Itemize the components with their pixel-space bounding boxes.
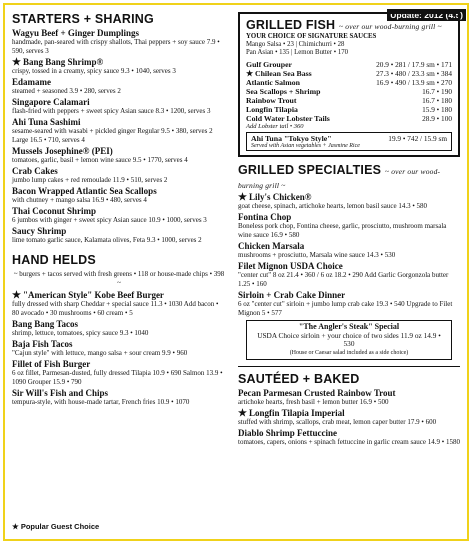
menu-item [238, 409, 460, 427]
menu-item-name [12, 389, 226, 398]
menu-item-title: Fillet of Fish Burger [12, 359, 91, 369]
menu-item-desc: "center cut" 8 oz 21.4 • 360 / 6 oz 18.2 • 290 Add Garlic Gorgonzola butter 1.25 • 160 [238, 271, 449, 288]
star-icon: ★ [12, 290, 21, 301]
menu-item-desc: tomatoes, garlic, basil + lemon wine sauce 9.5 • 1770, serves 4 [12, 156, 188, 164]
menu-item-name [12, 98, 226, 107]
tuna-price: 19.9 • 742 / 15.9 sm [388, 134, 447, 143]
menu-item-title: Ahi Tuna Sashimi [12, 117, 81, 127]
fish-row [246, 105, 452, 114]
menu-item-desc: with chutney + mango salsa 16.9 • 480, serves 4 [12, 196, 147, 204]
specialties-list [238, 193, 460, 318]
fish-price: 16.7 • 180 [422, 96, 452, 105]
menu-item-name [12, 207, 226, 216]
menu-item [238, 389, 460, 407]
menu-item [238, 262, 460, 289]
menu-item [12, 147, 226, 165]
grilled-fish-heading [246, 18, 452, 32]
menu-item [12, 167, 226, 185]
fish-price: 27.3 • 480 / 23.3 sm • 384 [376, 69, 452, 78]
fish-name [246, 96, 296, 105]
menu-item [238, 213, 460, 240]
menu-item-desc: sesame-seared with wasabi + pickled ginger Regular 9.5 • 380, serves 2 Large 16.5 • 710, serves 4 [12, 127, 213, 144]
sauces-block [246, 33, 452, 57]
menu-item-title: Wagyu Beef + Ginger Dumplings [12, 28, 139, 38]
fish-price: 15.9 • 180 [422, 105, 452, 114]
menu-item [12, 340, 226, 358]
fish-row [246, 69, 452, 78]
fish-title: Chilean Sea Bass [254, 69, 312, 78]
menu-item-desc: shrimp, lettuce, tomatoes, spicy sauce 9.3 • 1040 [12, 329, 149, 337]
fish-title: Gulf Grouper [246, 60, 292, 69]
left-column [12, 12, 226, 409]
steak-note: (House or Caesar salad included as a side choice) [289, 349, 409, 356]
menu-item-desc: goat cheese, spinach, artichoke hearts, lemon basil sauce 14.3 • 580 [238, 202, 428, 210]
fish-price: 28.9 • 100 [422, 114, 452, 123]
menu-item-desc: 6 oz fillet, Parmesan-dusted, fully dressed Tilapia 10.9 • 690 Salmon 13.9 • 1090 Grouper 15.9 • 790 [12, 369, 223, 386]
steak-desc: USDA Choice sirloin + your choice of two sides 11.9 oz 14.9 • 530 [257, 330, 441, 348]
fish-name [246, 114, 330, 123]
fish-name [246, 60, 292, 69]
grilled-fish-box [238, 12, 460, 157]
menu-item-title: Thai Coconut Shrimp [12, 206, 97, 216]
menu-item-desc: artichoke hearts, fresh basil + lemon butter 16.9 • 500 [238, 398, 389, 406]
menu-item-desc: flash-fried with peppers + sweet spicy Asian sauce 8.3 • 1200, serves 3 [12, 107, 211, 115]
menu-item-title: Sir Will's Fish and Chips [12, 388, 109, 398]
menu-item-desc: stuffed with shrimp, scallops, crab meat, lemon caper butter 17.9 • 600 [238, 418, 437, 426]
steak-title: "The Angler's Steak" Special [298, 322, 400, 331]
fish-name [246, 69, 312, 78]
tuna-name: Ahi Tuna "Tokyo Style" [251, 134, 332, 143]
fish-list [246, 60, 452, 123]
menu-item-desc: tempura-style, with house-made tartar, French fries 10.9 • 1070 [12, 398, 190, 406]
fish-name [246, 78, 300, 87]
menu-item-name [12, 118, 226, 127]
menu-item-name [238, 291, 460, 300]
menu-item-name [12, 291, 226, 300]
menu-item [238, 291, 460, 318]
star-icon: ★ [246, 69, 255, 78]
specialties-heading [238, 163, 460, 191]
fish-row [246, 87, 452, 96]
menu-item-desc: 6 jumbos with ginger + sweet spicy Asian sauce 10.9 • 1000, serves 3 [12, 216, 207, 224]
menu-item-name [12, 167, 226, 176]
menu-item-desc: handmade, pan-seared with crispy shallots, Thai peppers + soy sauce 7.9 • 590, serves 3 [12, 38, 220, 55]
menu-item-desc: fully dressed with sharp Cheddar + special sauce 11.3 • 1030 Add bacon • 80 avocado • 30 mushrooms • 60 cream • 5 [12, 300, 219, 317]
menu-item-desc: "Cajun style" with lettuce, mango salsa + sour cream 9.9 • 960 [12, 349, 188, 357]
sauteed-list [238, 389, 460, 447]
popular-legend [12, 522, 99, 531]
menu-item-desc: Boneless pork chop, Fontina cheese, garlic, prosciutto, mushroom marsala wine sauce 16.9 • 580 [238, 222, 447, 239]
fish-price: 16.9 • 490 / 13.9 sm • 270 [376, 78, 452, 87]
grilled-fish-sub: ~ over our wood-burning grill ~ [338, 22, 442, 31]
handhelds-list [12, 291, 226, 407]
menu-item-title: Bang Bang Tacos [12, 319, 79, 329]
menu-item [12, 187, 226, 205]
menu-item-name [238, 409, 460, 418]
menu-item [12, 118, 226, 145]
fish-title: Sea Scallops + Shrimp [246, 87, 321, 96]
fish-price: 16.7 • 190 [422, 87, 452, 96]
menu-item [12, 29, 226, 56]
menu-item-desc: 6 oz "center cut" sirloin + jumbo lump crab cake 19.3 • 540 Upgrade to Filet Mignon 5 • 577 [238, 300, 453, 317]
menu-item-desc: jumbo lump cakes + red remoulade 11.9 • 510, serves 2 [12, 176, 168, 184]
menu-item [12, 58, 226, 76]
menu-item [12, 389, 226, 407]
menu-item-desc: steamed + seasoned 3.9 • 280, serves 2 [12, 87, 121, 95]
menu-item-title: Bacon Wrapped Atlantic Sea Scallops [12, 186, 157, 196]
menu-item-name [238, 429, 460, 438]
handhelds-note: ~ burgers + tacos served with fresh greens • 118 or house-made chips • 398 ~ [13, 270, 225, 287]
menu-item [238, 429, 460, 447]
star-icon: ★ [238, 192, 247, 203]
anglers-steak-box [246, 320, 452, 360]
menu-item-name [12, 147, 226, 156]
tuna-desc: Served with Asian vegetables + Jasmine Rice [251, 143, 360, 149]
lobster-add: Add Lobster tail • 360 [246, 123, 304, 130]
menu-item [12, 78, 226, 96]
fish-row [246, 60, 452, 69]
starters-list [12, 29, 226, 245]
right-column [238, 12, 460, 449]
menu-item [12, 291, 226, 318]
menu-item-name [12, 187, 226, 196]
sauces-line-2: Pan Asian • 135 | Lemon Butter • 170 [246, 49, 349, 56]
menu-item-name [12, 320, 226, 329]
specialties-title: GRILLED SPECIALTIES [238, 163, 382, 177]
fish-row [246, 78, 452, 87]
menu-item [12, 320, 226, 338]
sauces-line-1: Mango Salsa • 23 | Chimichurri • 28 [246, 41, 345, 48]
menu-item-name [12, 227, 226, 236]
menu-item-name [12, 58, 226, 67]
menu-item-title: Bang Bang Shrimp® [22, 57, 104, 67]
menu-item-title: Lily's Chicken® [248, 192, 312, 202]
star-icon: ★ [12, 522, 21, 531]
menu-item-name [12, 29, 226, 38]
star-icon: ★ [238, 408, 247, 419]
fish-title: Cold Water Lobster Tails [246, 114, 330, 123]
menu-item-title: Baja Fish Tacos [12, 339, 73, 349]
popular-label: Popular Guest Choice [20, 522, 100, 531]
menu-item-title: Filet Mignon USDA Choice [238, 261, 343, 271]
menu-item [238, 242, 460, 260]
update-badge: Update: 2012 (4.5) [387, 9, 466, 21]
menu-item-title: Diablo Shrimp Fettuccine [238, 428, 337, 438]
fish-name [246, 105, 298, 114]
menu-item-title: "American Style" Kobe Beef Burger [22, 290, 164, 300]
menu-item-title: Chicken Marsala [238, 241, 305, 251]
menu-item [12, 360, 226, 387]
star-icon: ★ [12, 57, 21, 68]
menu-item-title: Crab Cakes [12, 166, 58, 176]
menu-item-title: Sirloin + Crab Cake Dinner [238, 290, 346, 300]
menu-item-title: Fontina Chop [238, 212, 292, 222]
fish-title: Atlantic Salmon [246, 78, 300, 87]
menu-item-name [238, 389, 460, 398]
menu-item-title: Pecan Parmesan Crusted Rainbow Trout [238, 388, 396, 398]
menu-item-name [12, 78, 226, 87]
starters-heading: STARTERS + SHARING [12, 12, 154, 26]
menu-item-title: Saucy Shrimp [12, 226, 67, 236]
fish-title: Longfin Tilapia [246, 105, 298, 114]
specialties-sub: ~ over our wood-burning grill ~ [238, 167, 441, 190]
menu-item-name [238, 242, 460, 251]
menu-item [12, 207, 226, 225]
menu-item-desc: mushrooms + prosciutto, Marsala wine sauce 14.3 • 530 [238, 251, 396, 259]
menu-item [12, 227, 226, 245]
handhelds-heading: HAND HELDS [12, 253, 96, 267]
menu-item-title: Edamame [12, 77, 51, 87]
menu-item-name [238, 213, 460, 222]
section-divider [238, 366, 460, 367]
menu-item-name [12, 360, 226, 369]
menu-item-name [12, 340, 226, 349]
menu-item-name [238, 262, 460, 271]
menu-item-name [238, 193, 460, 202]
menu-item-desc: crispy, tossed in a creamy, spicy sauce 9.3 • 1040, serves 3 [12, 67, 176, 75]
menu-item-title: Mussels Josephine® (PEI) [12, 146, 113, 156]
grilled-fish-title: GRILLED FISH [246, 18, 336, 32]
menu-item-title: Longfin Tilapia Imperial [248, 408, 345, 418]
fish-title: Rainbow Trout [246, 96, 297, 105]
menu-item-desc: lime tomato garlic sauce, Kalamata olives, Feta 9.3 • 1000, serves 2 [12, 236, 202, 244]
fish-price: 20.9 • 281 / 17.9 sm • 171 [376, 60, 452, 69]
menu-item-desc: tomatoes, capers, onions + spinach fettuccine in garlic cream sauce 14.9 • 1580 [238, 438, 460, 446]
menu-item [12, 98, 226, 116]
menu-item-title: Singapore Calamari [12, 97, 90, 107]
fish-row [246, 114, 452, 123]
fish-row [246, 96, 452, 105]
sauces-title: YOUR CHOICE OF SIGNATURE SAUCES [246, 33, 377, 40]
fish-name [246, 87, 320, 96]
tuna-box [246, 132, 452, 151]
menu-item [238, 193, 460, 211]
sauteed-heading: SAUTÉED + BAKED [238, 372, 360, 386]
